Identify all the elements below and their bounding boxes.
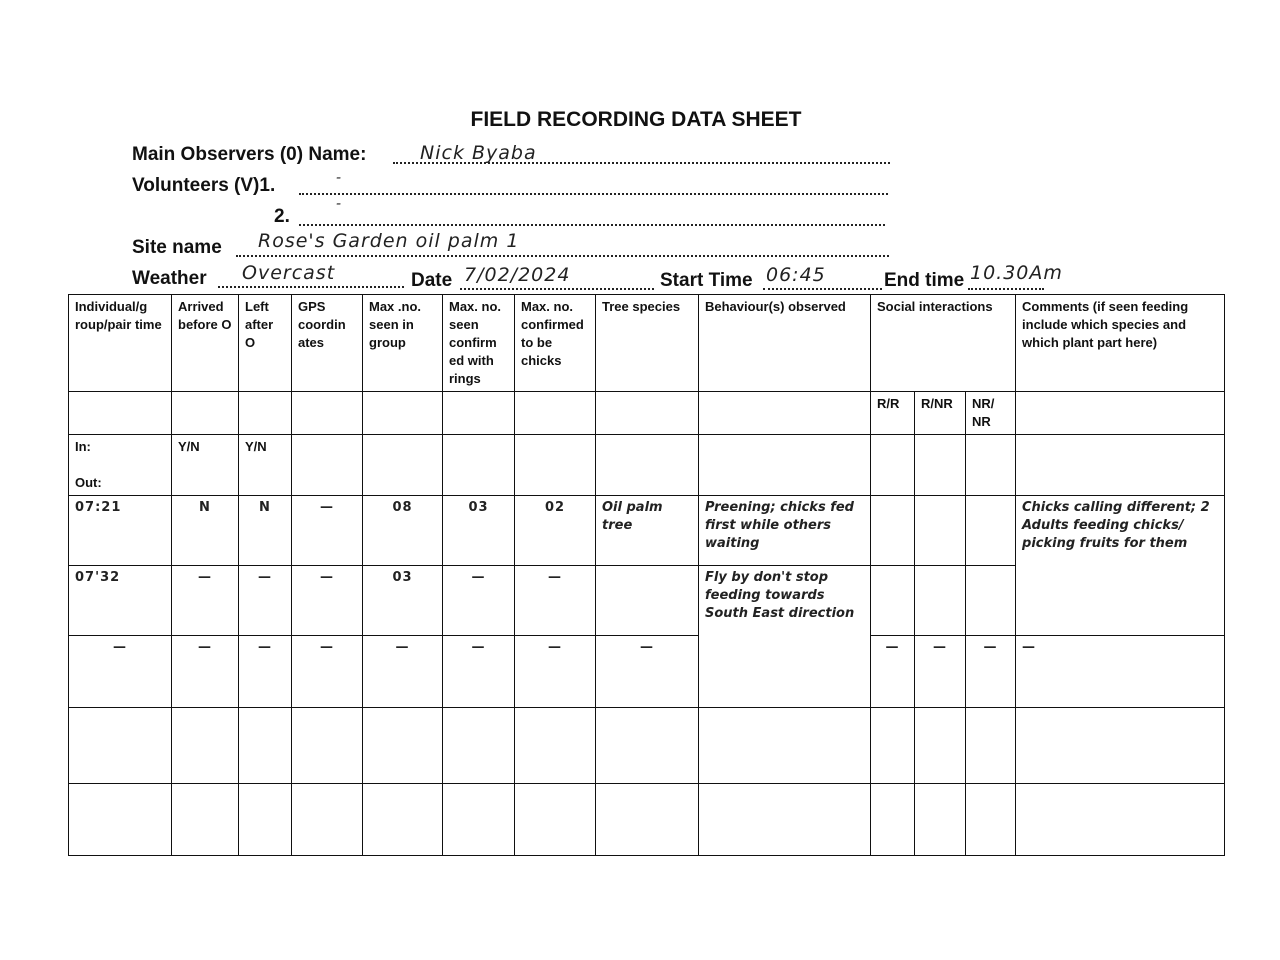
header-arrived-before: Arrived before O: [172, 295, 239, 392]
social-rnr-label: R/NR: [915, 392, 966, 435]
volunteer2-value[interactable]: -: [336, 196, 343, 212]
header-max-chicks: Max. no. confirmed to be chicks: [515, 295, 596, 392]
row2-gps[interactable]: —: [292, 566, 363, 636]
header-gps: GPS coordin ates: [292, 295, 363, 392]
volunteer2-line: [299, 224, 885, 226]
row3-rr[interactable]: —: [871, 636, 915, 708]
header-behaviour: Behaviour(s) observed: [699, 295, 871, 392]
end-time-line: [968, 288, 1044, 290]
header-max-rings: Max. no. seen confirm ed with rings: [443, 295, 515, 392]
date-label: Date: [411, 270, 453, 291]
row3-time[interactable]: —: [69, 636, 172, 708]
arrived-yn: Y/N: [172, 435, 239, 496]
row3-rnr[interactable]: —: [915, 636, 966, 708]
header-row: [69, 295, 1225, 392]
volunteers-label: Volunteers (V)1.: [132, 175, 276, 196]
date-value[interactable]: 7/02/2024: [464, 264, 571, 286]
weather-value[interactable]: Overcast: [242, 262, 336, 284]
header-tree-species: Tree species: [596, 295, 699, 392]
end-time-label: End time: [884, 270, 965, 291]
in-label: In:: [75, 439, 91, 454]
social-nrnr-label: NR/ NR: [966, 392, 1016, 435]
row1-chicks[interactable]: 02: [515, 496, 596, 566]
start-time-label: Start Time: [660, 270, 753, 291]
in-out-cell: [69, 435, 172, 496]
row2-chicks[interactable]: —: [515, 566, 596, 636]
table-row: [69, 708, 1225, 784]
sheet-title: FIELD RECORDING DATA SHEET: [470, 108, 802, 131]
row3-left[interactable]: —: [239, 636, 292, 708]
header-left-after: Left after O: [239, 295, 292, 392]
date-line: [460, 288, 654, 290]
row2-behaviour[interactable]: Fly by don't stop feeding towards South East direction: [699, 566, 871, 708]
row2-arrived[interactable]: —: [172, 566, 239, 636]
subheader-row: [69, 392, 1225, 435]
weather-label: Weather: [132, 268, 207, 289]
site-label: Site name: [132, 237, 222, 258]
row3-gps[interactable]: —: [292, 636, 363, 708]
header-max-seen: Max .no. seen in group: [363, 295, 443, 392]
row3-nrnr[interactable]: —: [966, 636, 1016, 708]
table-row: [69, 496, 1225, 566]
row2-max-seen[interactable]: 03: [363, 566, 443, 636]
recording-table: [68, 294, 1225, 856]
header-individual-time: Individual/g roup/pair time: [69, 295, 172, 392]
row1-arrived[interactable]: N: [172, 496, 239, 566]
main-observer-label: Main Observers (0) Name:: [132, 144, 367, 165]
volunteer1-value[interactable]: -: [336, 170, 343, 186]
site-value[interactable]: Rose's Garden oil palm 1: [258, 230, 520, 252]
row1-max-seen[interactable]: 08: [363, 496, 443, 566]
row1-comment[interactable]: Chicks calling different; 2 Adults feeding chicks/ picking fruits for them: [1016, 496, 1225, 636]
left-yn: Y/N: [239, 435, 292, 496]
row1-tree[interactable]: Oil palm tree: [596, 496, 699, 566]
row2-time[interactable]: 07'32: [69, 566, 172, 636]
weather-line: [218, 286, 404, 288]
row1-gps[interactable]: —: [292, 496, 363, 566]
row3-arrived[interactable]: —: [172, 636, 239, 708]
header-comments: Comments (if seen feeding include which species and which plant part here): [1016, 295, 1225, 392]
row3-comment[interactable]: —: [1016, 636, 1225, 708]
site-line: [236, 255, 889, 257]
row3-max-seen[interactable]: —: [363, 636, 443, 708]
table-row: [69, 784, 1225, 856]
row1-behaviour[interactable]: Preening; chicks fed first while others waiting: [699, 496, 871, 566]
out-label: Out:: [75, 475, 102, 490]
in-out-row: [69, 435, 1225, 496]
row2-rings[interactable]: —: [443, 566, 515, 636]
volunteer1-line: [299, 193, 888, 195]
row1-rings[interactable]: 03: [443, 496, 515, 566]
row2-left[interactable]: —: [239, 566, 292, 636]
row3-chicks[interactable]: —: [515, 636, 596, 708]
row3-tree[interactable]: —: [596, 636, 699, 708]
row1-time[interactable]: 07:21: [69, 496, 172, 566]
row1-left[interactable]: N: [239, 496, 292, 566]
start-time-value[interactable]: 06:45: [766, 264, 826, 286]
social-rr-label: R/R: [871, 392, 915, 435]
end-time-value[interactable]: 10.30Am: [970, 262, 1063, 284]
header-social-interactions: Social interactions: [871, 295, 1016, 392]
table-row: [69, 636, 1225, 708]
start-time-line: [763, 288, 882, 290]
main-observer-value[interactable]: Nick Byaba: [420, 142, 537, 164]
volunteer2-label: 2.: [274, 206, 290, 227]
row3-rings[interactable]: —: [443, 636, 515, 708]
